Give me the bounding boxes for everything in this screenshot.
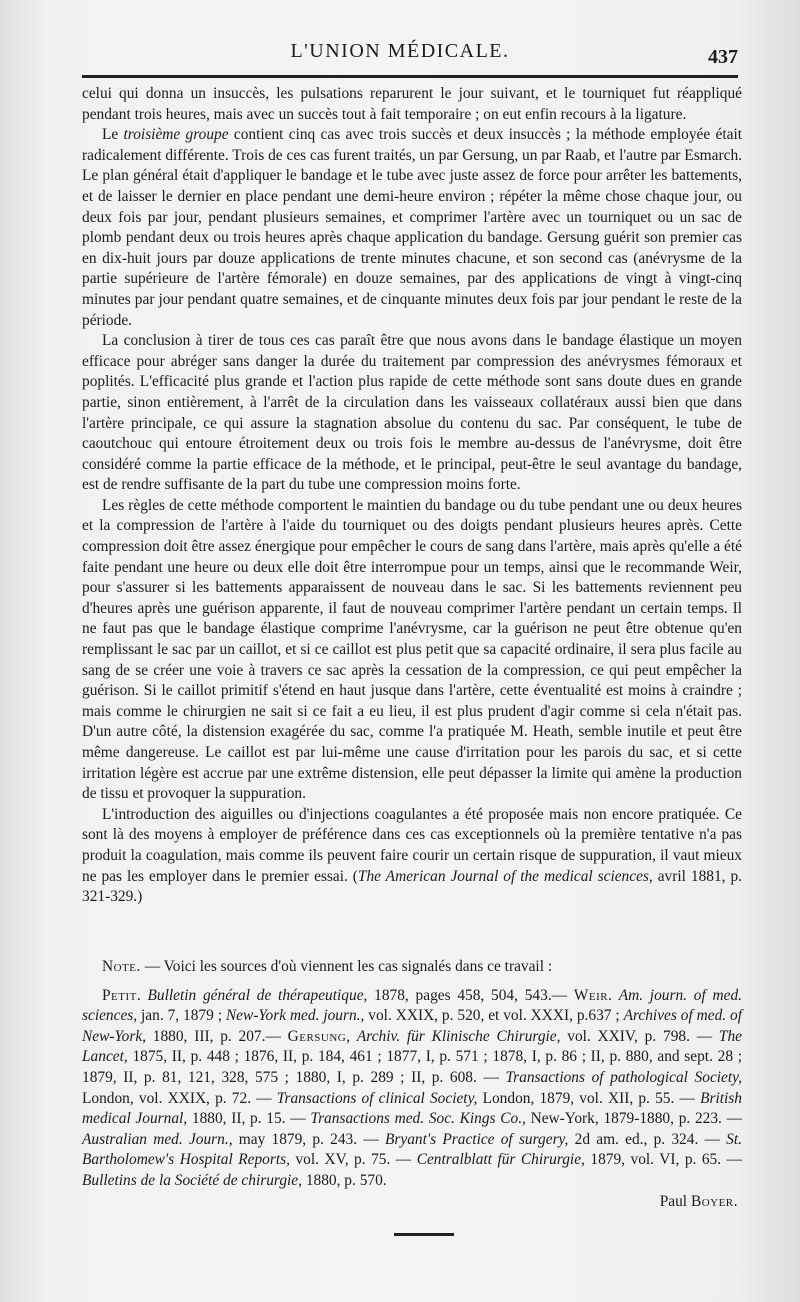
reference-detail: vol. XV, p. 75. — — [289, 1151, 417, 1169]
reference-detail: jan. 7, 1879 ; — [137, 1007, 226, 1025]
reference-title: Bulletin général de thérapeutique, — [147, 986, 368, 1004]
author-last-name: Boyer. — [690, 1193, 738, 1210]
group-title: troisième groupe — [123, 126, 229, 144]
author-first-name: Paul — [659, 1193, 691, 1210]
reference-detail: . — [136, 986, 148, 1004]
header-rule — [82, 75, 738, 78]
references-list — [82, 986, 742, 1192]
footer-rule — [394, 1233, 454, 1236]
reference-author: Petit — [102, 986, 137, 1004]
reference-title: Australian med. Journ., — [82, 1130, 233, 1148]
reference-detail: may 1879, p. 243. — — [232, 1130, 385, 1148]
sources-note — [82, 957, 742, 1192]
reference-detail: vol. XXIX, p. 520, et vol. XXXI, p.637 ; — [364, 1007, 624, 1025]
reference-title: Transactions med. Soc. Kings Co., — [310, 1110, 526, 1128]
reference-title: Archiv. für Klinische Chirurgie, — [356, 1027, 561, 1045]
reference-title: Bulletins de la Société de chirurgie, — [82, 1171, 302, 1189]
reference-title: Transactions of clinical Society, — [276, 1089, 478, 1107]
reference-detail: 1880, II, p. 15. — — [187, 1110, 311, 1128]
reference-detail: London, 1879, vol. XII, p. 55. — — [477, 1089, 701, 1107]
page-number: 437 — [708, 46, 738, 68]
reference-author: Weir — [573, 986, 609, 1004]
reference-title: St. Bartholomew's Hospital Reports, — [82, 1130, 742, 1169]
reference-detail: , — [346, 1027, 357, 1045]
paragraph-introduction — [82, 805, 742, 908]
article-body — [82, 84, 742, 908]
reference-title: Centralblatt für Chirurgie, — [416, 1151, 585, 1169]
reference-detail: 2d am. ed., p. 324. — — [568, 1130, 727, 1148]
reference-detail: . — [608, 986, 619, 1004]
paragraph-rules: Les règles de cette méthode comportent le maintien du bandage ou du tube pendant une ou deux heures et la compression de l'artère à l'aide du tourniquet ou des doigts pendant plusieurs heures après. Cette compression doit être assez énergique pour empêcher le cours de sang dans l'artère, mais après qu'elle a été faite pendant une heure ou deux elle doit être interrompue pour un temps, ainsi que le recommande Weir, pour s'assurer si les battements apparaissent de nouveau dans le sac. Si les battements reviennent peu d'heures après une guérison apparente, il faut de nouveau comprimer l'artère pendant un certain temps. Il ne faut pas que le bandage élastique comprime l'anévrysme, car la guérison ne peut être obtenue qu'en remplissant le sac par un caillot, et si ce caillot est plus petit que sa capacité ordinaire, il sera plus facile au sang de se créer une voie à travers ce sac après la cessation de la compression, ce qui peut empêcher la guérison. Si le caillot primitif s'étend en haut jusque dans l'artère, cette éventualité est moins à craindre ; mais comme le chirurgien ne sait si ce fait a eu lieu, il est plus prudent d'agir comme si cela n'était pas. D'un autre côté, la distension exagérée du sac, comme l'a pratiquée M. Heath, semble inutile et peut être même dangereuse. Le caillot est par lui-même une cause d'irritation pour les parois du sac, et si cette irritation légère est accrue par une extrême distension, elle peut dépasser la limite qui amène la production de tissu et provoquer la suppuration. — [82, 496, 742, 803]
reference-detail: London, vol. XXIX, p. 72. — — [82, 1089, 277, 1107]
citation-tail: avril 1881, p. 321-329.) — [82, 867, 742, 906]
reference-title: The Lancet, — [82, 1027, 742, 1066]
reference-author: Gersung — [287, 1027, 347, 1045]
reference-title: Am. journ. of med. sciences, — [82, 986, 742, 1025]
running-title: L'UNION MÉDICALE. — [290, 40, 510, 62]
reference-detail: 1879, vol. VI, p. 65. — — [584, 1151, 742, 1169]
paragraph-text: contient cinq cas avec trois succès et deux insuccès ; la méthode employée était radicalement différente. Trois de ces cas furent traités, un par Gersung, un par Raab, et l'autre par Esmarch. Le plan général était d'appliquer le bandage et le tube avec juste assez de force pour arrêter les battements, et de laisser le dernier en place pendant une demi-heure environ ; répéter la même chose chaque jour, ou deux fois par jour, pendant plusieurs semaines, et comprimer l'artère avec un tourniquet ou un sac de plomb pendant deux ou trois heures après chaque application du bandage. Gersung guérit son premier cas en dix-huit jours par douze applications de trente minutes chacune, et son second cas (anévrysme de la partie supérieure de l'artère fémorale) en douze semaines, par des applications de vingt à vingt-cinq minutes par jour pendant quatre semaines, et de cinquante minutes deux fois par jour pendant le reste de la période. — [82, 126, 742, 329]
reference-detail: 1880, III, p. 207.— — [146, 1027, 288, 1045]
reference-detail: vol. XXIV, p. 798. — — [560, 1027, 719, 1045]
reference-detail: 1875, II, p. 448 ; 1876, II, p. 184, 461 ; 1877, I, p. 571 ; 1878, I, p. 86 ; II, p. 880, and sept. 28 ; 1879, II, p. 81, 121, 328, 575 ; 1880, I, p. 289 ; II, p. 608. — — [82, 1048, 742, 1086]
reference-title: Transactions of pathological Society, — [505, 1068, 742, 1086]
reference-title: Bryant's Practice of surgery, — [384, 1130, 569, 1148]
reference-title: Archives of med. of New-York, — [82, 1007, 742, 1045]
running-head — [0, 40, 800, 70]
reference-detail: 1878, pages 458, 504, 543.— — [367, 986, 574, 1004]
note-label: Note. — [102, 958, 141, 975]
paragraph-conclusion: La conclusion à tirer de tous ces cas paraît être que nous avons dans le bandage élastique un moyen efficace pour abréger sans danger la durée du traitement par compression des anévrysmes fémoraux et poplités. L'efficacité plus grande et l'action plus rapide de cette méthode sont sans doute dues en grande partie, sinon entièrement, à l'arrêt de la circulation dans les vaisseaux collatéraux aussi bien que dans l'artère principale, ce qui assure la stagnation absolue du contenu du sac. Par conséquent, le tube de caoutchouc qui entoure étroitement deux ou trois fois le membre au-dessus de l'anévrysme, doit être considéré comme la partie efficace de la méthode, et le principal, peut-être le seul avantage du bandage, est de rendre suffisante de la part du tube une compression moins forte. — [82, 332, 742, 494]
journal-citation: The American Journal of the medical sciences, — [357, 867, 653, 885]
reference-detail: 1880, p. 570. — [301, 1171, 387, 1189]
reference-title: British medical Journal, — [82, 1089, 742, 1128]
reference-title: New-York med. journ., — [225, 1007, 365, 1025]
reference-detail: New-York, 1879-1880, p. 223. — — [525, 1110, 742, 1128]
paragraph-text: L'introduction des aiguilles ou d'injections coagulantes a été proposée mais non encore pratiquée. Ce sont là des moyens à employer de préférence dans ces cas exceptionnels où la première tentative n'a pas produit la coagulation, mais comme ils peuvent faire courir un certain risque de suppuration, il vaut mieux ne pas les employer dans le premier essai. ( — [82, 805, 742, 885]
note-heading — [82, 957, 742, 978]
paragraph-continued: celui qui donna un insuccès, les pulsations reparurent le jour suivant, et le tourniquet fut réappliqué pendant trois heures, mais avec un succès tout à fait temporaire ; on eut enfin recours à la ligature. — [82, 85, 742, 123]
paragraph-third-group — [82, 125, 742, 331]
note-heading-text: — Voici les sources d'où viennent les cas signalés dans ce travail : — [140, 958, 553, 975]
author-signature — [660, 1193, 738, 1211]
paragraph-lead: Le — [102, 126, 124, 144]
